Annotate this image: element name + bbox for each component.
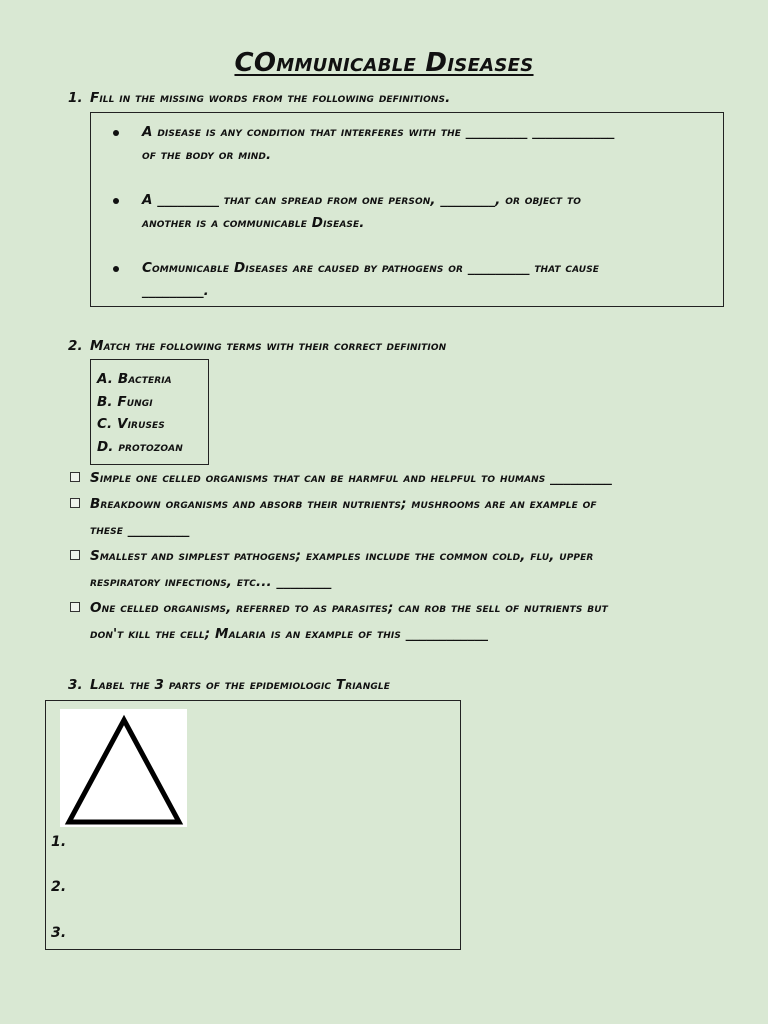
match-item-2 (70, 491, 720, 543)
definition-bullet-2 (113, 189, 698, 235)
triangle-label-3: 3. (51, 925, 67, 941)
question-2-text: Match the following terms with their correct definition (90, 338, 447, 354)
bullet-line-1: A _________ that can spread from one person, ________, or object to (142, 192, 581, 208)
term-fungi: B. Fungi (97, 393, 153, 410)
term-protozoan: D. protozoan (97, 438, 183, 455)
term-bacteria: A. Bacteria (97, 371, 172, 387)
bullet-icon (113, 130, 119, 136)
page-title: COmmunicable Diseases (234, 48, 534, 78)
bullet-line-1: A disease is any condition that interferes with the _________ ____________ (142, 124, 615, 140)
match-checkbox[interactable] (70, 472, 80, 482)
bullet-icon (113, 198, 119, 204)
question-1-text: Fill in the missing words from the following definitions. (90, 90, 451, 106)
question-1-prompt (68, 90, 450, 106)
term-viruses: C. Viruses (97, 416, 165, 432)
question-3-number: 3. (68, 677, 83, 693)
match-line-1: Breakdown organisms and absorb their nutrients; mushrooms are an example of (90, 496, 597, 512)
triangle-label-1: 1. (51, 834, 67, 850)
match-line-1: Simple one celled organisms that can be harmful and helpful to humans _________ (90, 470, 612, 486)
question-2-number: 2. (68, 338, 83, 354)
match-checkbox[interactable] (70, 498, 80, 508)
question-3-text: Label the 3 parts of the epidemiologic Triangle (90, 677, 390, 693)
bullet-line-1: Communicable Diseases are caused by pathogens or _________ that cause (142, 260, 600, 276)
triangle-icon (60, 709, 187, 827)
question-1-number: 1. (68, 90, 83, 106)
definition-bullet-3 (113, 257, 698, 303)
match-line-1: Smallest and simplest pathogens; examples include the common cold, flu, upper (90, 548, 594, 564)
bullet-icon (113, 266, 119, 272)
terms-box (90, 359, 209, 465)
triangle-label-2: 2. (51, 879, 67, 895)
match-checkbox[interactable] (70, 550, 80, 560)
question-2-prompt (68, 338, 446, 354)
question-3-prompt (68, 677, 390, 693)
match-checkbox[interactable] (70, 602, 80, 612)
match-line-2: respiratory infections, etc... ________ (90, 574, 332, 590)
match-line-2: these _________ (90, 522, 190, 538)
bullet-line-2: of the body or mind. (142, 147, 272, 163)
triangle-image (60, 709, 187, 827)
match-item-4 (70, 595, 720, 647)
bullet-line-2: _________. (142, 283, 209, 299)
match-item-1 (70, 465, 720, 491)
match-line-2: don't kill the cell; Malaria is an example of this ____________ (90, 626, 488, 642)
bullet-line-2: another is a communicable Disease. (142, 215, 365, 231)
match-item-3 (70, 543, 720, 595)
definition-bullet-1 (113, 121, 698, 167)
question-1-box (90, 112, 724, 307)
match-line-1: One celled organisms, referred to as parasites; can rob the sell of nutrients but (90, 600, 608, 616)
